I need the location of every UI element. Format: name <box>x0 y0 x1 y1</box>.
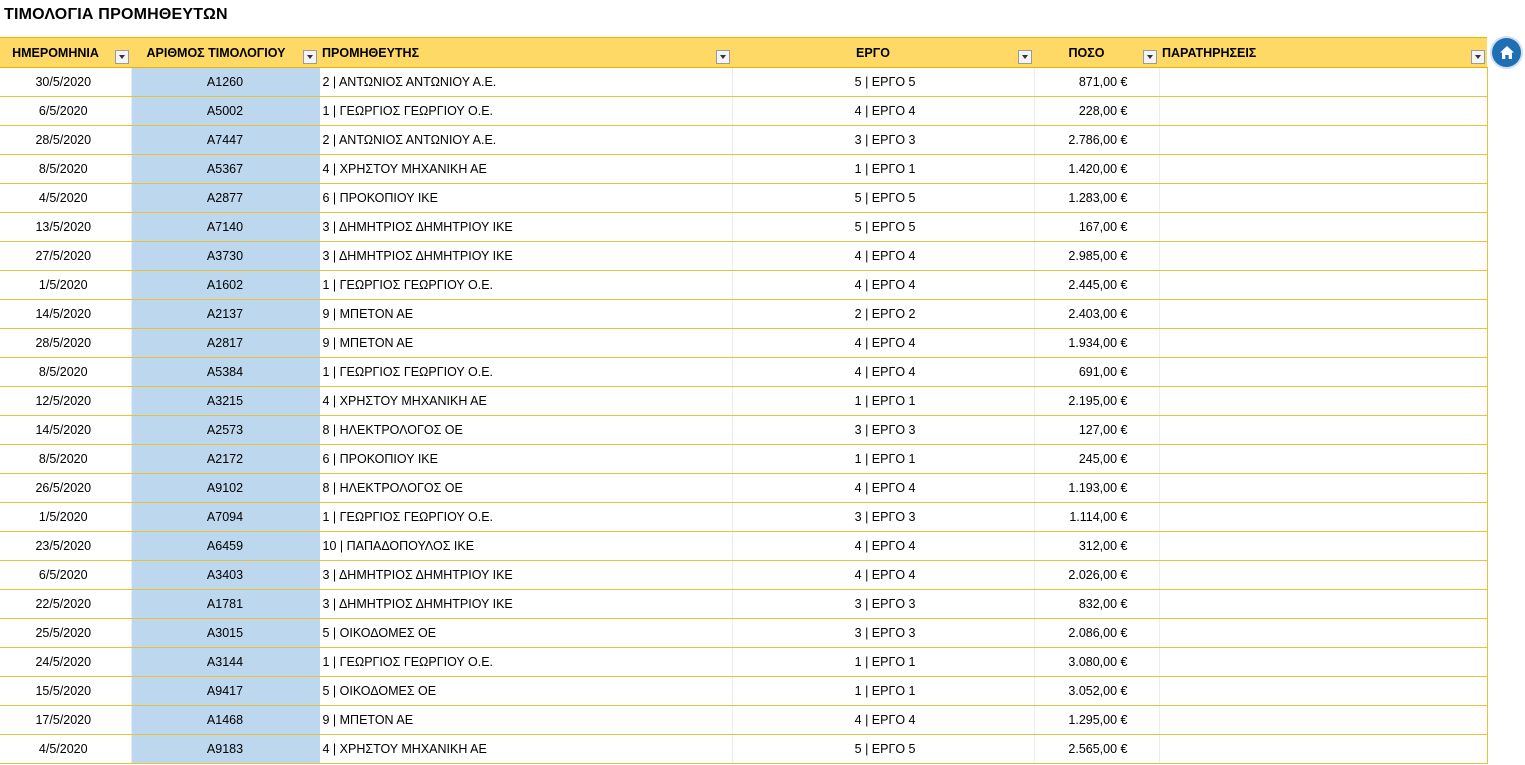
amount-cell[interactable]: 167,00 € <box>1034 213 1159 242</box>
supplier-cell[interactable]: 1 | ΓΕΩΡΓΙΟΣ ΓΕΩΡΓΙΟΥ Ο.Ε. <box>319 97 732 126</box>
project-cell[interactable]: 5 | ΕΡΓΟ 5 <box>732 184 1034 213</box>
amount-cell[interactable]: 2.445,00 € <box>1034 271 1159 300</box>
invoice-number-cell[interactable]: A1468 <box>131 706 319 735</box>
date-cell[interactable]: 6/5/2020 <box>0 561 131 590</box>
table-row <box>0 706 1487 735</box>
date-cell[interactable]: 14/5/2020 <box>0 300 131 329</box>
project-cell[interactable]: 3 | ΕΡΓΟ 3 <box>732 619 1034 648</box>
date-cell[interactable]: 8/5/2020 <box>0 445 131 474</box>
supplier-cell[interactable]: 3 | ΔΗΜΗΤΡΙΟΣ ΔΗΜΗΤΡΙΟΥ ΙΚΕ <box>319 561 732 590</box>
home-button[interactable] <box>1492 38 1521 67</box>
notes-cell[interactable] <box>1159 300 1487 329</box>
supplier-cell[interactable]: 3 | ΔΗΜΗΤΡΙΟΣ ΔΗΜΗΤΡΙΟΥ ΙΚΕ <box>319 213 732 242</box>
notes-cell[interactable] <box>1159 271 1487 300</box>
invoice-number-cell[interactable]: A2817 <box>131 329 319 358</box>
supplier-cell[interactable]: 8 | ΗΛΕΚΤΡΟΛΟΓΟΣ ΟΕ <box>319 474 732 503</box>
invoice-number-cell[interactable]: A7140 <box>131 213 319 242</box>
amount-cell[interactable]: 127,00 € <box>1034 416 1159 445</box>
invoice-number-cell[interactable]: A5384 <box>131 358 319 387</box>
column-header-project <box>732 38 1034 68</box>
date-cell[interactable]: 17/5/2020 <box>0 706 131 735</box>
notes-cell[interactable] <box>1159 155 1487 184</box>
notes-cell[interactable] <box>1159 329 1487 358</box>
invoice-number-cell[interactable]: A3730 <box>131 242 319 271</box>
invoice-number-cell[interactable]: A9102 <box>131 474 319 503</box>
project-cell[interactable]: 3 | ΕΡΓΟ 3 <box>732 416 1034 445</box>
notes-cell[interactable] <box>1159 503 1487 532</box>
project-cell[interactable]: 4 | ΕΡΓΟ 4 <box>732 358 1034 387</box>
table-row <box>0 387 1487 416</box>
date-cell[interactable]: 30/5/2020 <box>0 68 131 97</box>
supplier-cell[interactable]: 2 | ΑΝΤΩΝΙΟΣ ΑΝΤΩΝΙΟΥ Α.Ε. <box>319 126 732 155</box>
amount-cell[interactable]: 2.026,00 € <box>1034 561 1159 590</box>
notes-cell[interactable] <box>1159 706 1487 735</box>
date-cell[interactable]: 13/5/2020 <box>0 213 131 242</box>
filter-dropdown-button[interactable] <box>303 50 317 64</box>
table-row <box>0 300 1487 329</box>
project-cell[interactable]: 1 | ΕΡΓΟ 1 <box>732 445 1034 474</box>
project-cell[interactable]: 5 | ΕΡΓΟ 5 <box>732 213 1034 242</box>
date-cell[interactable]: 1/5/2020 <box>0 503 131 532</box>
project-cell[interactable]: 4 | ΕΡΓΟ 4 <box>732 242 1034 271</box>
table-body <box>0 68 1487 764</box>
amount-cell[interactable]: 2.403,00 € <box>1034 300 1159 329</box>
date-cell[interactable]: 23/5/2020 <box>0 532 131 561</box>
amount-cell[interactable]: 3.052,00 € <box>1034 677 1159 706</box>
notes-cell[interactable] <box>1159 735 1487 764</box>
table-row <box>0 474 1487 503</box>
project-cell[interactable]: 3 | ΕΡΓΟ 3 <box>732 590 1034 619</box>
table-header-row <box>0 38 1487 68</box>
notes-cell[interactable] <box>1159 532 1487 561</box>
invoice-number-cell[interactable]: A1602 <box>131 271 319 300</box>
date-cell[interactable]: 24/5/2020 <box>0 648 131 677</box>
project-cell[interactable]: 5 | ΕΡΓΟ 5 <box>732 68 1034 97</box>
invoice-number-cell[interactable]: A1260 <box>131 68 319 97</box>
table-row <box>0 735 1487 764</box>
notes-cell[interactable] <box>1159 648 1487 677</box>
table-row <box>0 561 1487 590</box>
chevron-down-icon <box>1475 55 1481 59</box>
date-cell[interactable]: 12/5/2020 <box>0 387 131 416</box>
amount-cell[interactable]: 3.080,00 € <box>1034 648 1159 677</box>
supplier-cell[interactable]: 10 | ΠΑΠΑΔΟΠΟΥΛΟΣ ΙΚΕ <box>319 532 732 561</box>
table-row <box>0 619 1487 648</box>
supplier-cell[interactable]: 4 | ΧΡΗΣΤΟΥ ΜΗΧΑΝΙΚΗ ΑΕ <box>319 735 732 764</box>
amount-cell[interactable]: 1.114,00 € <box>1034 503 1159 532</box>
amount-cell[interactable]: 871,00 € <box>1034 68 1159 97</box>
supplier-cell[interactable]: 6 | ΠΡΟΚΟΠΙΟΥ ΙΚΕ <box>319 184 732 213</box>
amount-cell[interactable]: 1.420,00 € <box>1034 155 1159 184</box>
date-cell[interactable]: 27/5/2020 <box>0 242 131 271</box>
supplier-cell[interactable]: 9 | ΜΠΕΤΟΝ ΑΕ <box>319 300 732 329</box>
notes-cell[interactable] <box>1159 590 1487 619</box>
chevron-down-icon <box>720 55 726 59</box>
date-cell[interactable]: 4/5/2020 <box>0 735 131 764</box>
invoice-number-cell[interactable]: A5367 <box>131 155 319 184</box>
date-cell[interactable]: 8/5/2020 <box>0 155 131 184</box>
project-cell[interactable]: 4 | ΕΡΓΟ 4 <box>732 271 1034 300</box>
table-row <box>0 213 1487 242</box>
supplier-cell[interactable]: 9 | ΜΠΕΤΟΝ ΑΕ <box>319 706 732 735</box>
supplier-cell[interactable]: 1 | ΓΕΩΡΓΙΟΣ ΓΕΩΡΓΙΟΥ Ο.Ε. <box>319 358 732 387</box>
amount-cell[interactable]: 228,00 € <box>1034 97 1159 126</box>
amount-cell[interactable]: 832,00 € <box>1034 590 1159 619</box>
invoice-number-cell[interactable]: A1781 <box>131 590 319 619</box>
supplier-cell[interactable]: 1 | ΓΕΩΡΓΙΟΣ ΓΕΩΡΓΙΟΥ Ο.Ε. <box>319 648 732 677</box>
supplier-cell[interactable]: 6 | ΠΡΟΚΟΠΙΟΥ ΙΚΕ <box>319 445 732 474</box>
invoice-number-cell[interactable]: A5002 <box>131 97 319 126</box>
chevron-down-icon <box>307 55 313 59</box>
invoices-table <box>0 37 1488 764</box>
invoice-number-cell[interactable]: A2137 <box>131 300 319 329</box>
project-cell[interactable]: 3 | ΕΡΓΟ 3 <box>732 503 1034 532</box>
date-cell[interactable]: 6/5/2020 <box>0 97 131 126</box>
notes-cell[interactable] <box>1159 387 1487 416</box>
amount-cell[interactable]: 2.786,00 € <box>1034 126 1159 155</box>
invoice-number-cell[interactable]: A2172 <box>131 445 319 474</box>
project-cell[interactable]: 1 | ΕΡΓΟ 1 <box>732 155 1034 184</box>
amount-cell[interactable]: 312,00 € <box>1034 532 1159 561</box>
notes-cell[interactable] <box>1159 474 1487 503</box>
date-cell[interactable]: 25/5/2020 <box>0 619 131 648</box>
notes-cell[interactable] <box>1159 97 1487 126</box>
home-icon <box>1499 45 1515 60</box>
project-cell[interactable]: 4 | ΕΡΓΟ 4 <box>732 561 1034 590</box>
invoice-number-cell[interactable]: A7094 <box>131 503 319 532</box>
column-header-label: ΠΟΣΟ <box>1068 46 1105 60</box>
amount-cell[interactable]: 2.086,00 € <box>1034 619 1159 648</box>
notes-cell[interactable] <box>1159 213 1487 242</box>
invoice-number-cell[interactable]: A6459 <box>131 532 319 561</box>
supplier-cell[interactable]: 4 | ΧΡΗΣΤΟΥ ΜΗΧΑΝΙΚΗ ΑΕ <box>319 155 732 184</box>
chevron-down-icon <box>1022 55 1028 59</box>
column-header-invoice-number <box>131 38 319 68</box>
table-row <box>0 503 1487 532</box>
table-row <box>0 68 1487 97</box>
invoice-number-cell[interactable]: A7447 <box>131 126 319 155</box>
notes-cell[interactable] <box>1159 445 1487 474</box>
project-cell[interactable]: 2 | ΕΡΓΟ 2 <box>732 300 1034 329</box>
project-cell[interactable]: 1 | ΕΡΓΟ 1 <box>732 387 1034 416</box>
table-row <box>0 416 1487 445</box>
amount-cell[interactable]: 1.283,00 € <box>1034 184 1159 213</box>
project-cell[interactable]: 4 | ΕΡΓΟ 4 <box>732 97 1034 126</box>
filter-dropdown-button[interactable] <box>115 50 129 64</box>
project-cell[interactable]: 4 | ΕΡΓΟ 4 <box>732 706 1034 735</box>
amount-cell[interactable]: 1.934,00 € <box>1034 329 1159 358</box>
amount-cell[interactable]: 245,00 € <box>1034 445 1159 474</box>
project-cell[interactable]: 4 | ΕΡΓΟ 4 <box>732 532 1034 561</box>
notes-cell[interactable] <box>1159 561 1487 590</box>
table-row <box>0 532 1487 561</box>
column-header-label: ΑΡΙΘΜΟΣ ΤΙΜΟΛΟΓΙΟΥ <box>146 46 286 60</box>
chevron-down-icon <box>119 55 125 59</box>
notes-cell[interactable] <box>1159 416 1487 445</box>
supplier-cell[interactable]: 5 | ΟΙΚΟΔΟΜΕΣ ΟΕ <box>319 677 732 706</box>
project-cell[interactable]: 3 | ΕΡΓΟ 3 <box>732 126 1034 155</box>
invoice-number-cell[interactable]: A3015 <box>131 619 319 648</box>
table-row <box>0 242 1487 271</box>
notes-cell[interactable] <box>1159 126 1487 155</box>
date-cell[interactable]: 28/5/2020 <box>0 126 131 155</box>
project-cell[interactable]: 1 | ΕΡΓΟ 1 <box>732 648 1034 677</box>
invoice-number-cell[interactable]: A9183 <box>131 735 319 764</box>
invoice-number-cell[interactable]: A3403 <box>131 561 319 590</box>
column-header-label: ΠΡΟΜΗΘΕΥΤΗΣ <box>322 46 420 60</box>
supplier-cell[interactable]: 8 | ΗΛΕΚΤΡΟΛΟΓΟΣ ΟΕ <box>319 416 732 445</box>
invoice-number-cell[interactable]: A2573 <box>131 416 319 445</box>
date-cell[interactable]: 14/5/2020 <box>0 416 131 445</box>
notes-cell[interactable] <box>1159 677 1487 706</box>
invoice-number-cell[interactable]: A3215 <box>131 387 319 416</box>
project-cell[interactable]: 1 | ΕΡΓΟ 1 <box>732 677 1034 706</box>
date-cell[interactable]: 22/5/2020 <box>0 590 131 619</box>
amount-cell[interactable]: 2.985,00 € <box>1034 242 1159 271</box>
table-row <box>0 590 1487 619</box>
column-header-date <box>0 38 131 68</box>
column-header-notes <box>1159 38 1487 68</box>
column-header-supplier <box>319 38 732 68</box>
table-row <box>0 677 1487 706</box>
date-cell[interactable]: 1/5/2020 <box>0 271 131 300</box>
supplier-cell[interactable]: 1 | ΓΕΩΡΓΙΟΣ ΓΕΩΡΓΙΟΥ Ο.Ε. <box>319 503 732 532</box>
invoice-number-cell[interactable]: A2877 <box>131 184 319 213</box>
supplier-cell[interactable]: 5 | ΟΙΚΟΔΟΜΕΣ ΟΕ <box>319 619 732 648</box>
table-row <box>0 126 1487 155</box>
chevron-down-icon <box>1147 55 1153 59</box>
project-cell[interactable]: 5 | ΕΡΓΟ 5 <box>732 735 1034 764</box>
supplier-cell[interactable]: 1 | ΓΕΩΡΓΙΟΣ ΓΕΩΡΓΙΟΥ Ο.Ε. <box>319 271 732 300</box>
date-cell[interactable]: 4/5/2020 <box>0 184 131 213</box>
project-cell[interactable]: 4 | ΕΡΓΟ 4 <box>732 474 1034 503</box>
notes-cell[interactable] <box>1159 242 1487 271</box>
notes-cell[interactable] <box>1159 619 1487 648</box>
date-cell[interactable]: 15/5/2020 <box>0 677 131 706</box>
filter-dropdown-button[interactable] <box>716 50 730 64</box>
filter-dropdown-button[interactable] <box>1471 50 1485 64</box>
project-cell[interactable]: 4 | ΕΡΓΟ 4 <box>732 329 1034 358</box>
table-row <box>0 329 1487 358</box>
date-cell[interactable]: 28/5/2020 <box>0 329 131 358</box>
table-row <box>0 271 1487 300</box>
amount-cell[interactable]: 2.565,00 € <box>1034 735 1159 764</box>
column-header-label: ΕΡΓΟ <box>856 46 890 60</box>
date-cell[interactable]: 8/5/2020 <box>0 358 131 387</box>
page-title: ΤΙΜΟΛΟΓΙΑ ΠΡΟΜΗΘΕΥΤΩΝ <box>4 6 228 23</box>
filter-dropdown-button[interactable] <box>1018 50 1032 64</box>
notes-cell[interactable] <box>1159 68 1487 97</box>
amount-cell[interactable]: 2.195,00 € <box>1034 387 1159 416</box>
table-row <box>0 358 1487 387</box>
supplier-cell[interactable]: 2 | ΑΝΤΩΝΙΟΣ ΑΝΤΩΝΙΟΥ Α.Ε. <box>319 68 732 97</box>
notes-cell[interactable] <box>1159 184 1487 213</box>
table-row <box>0 97 1487 126</box>
supplier-cell[interactable]: 3 | ΔΗΜΗΤΡΙΟΣ ΔΗΜΗΤΡΙΟΥ ΙΚΕ <box>319 242 732 271</box>
column-header-label: ΗΜΕΡΟΜΗΝΙΑ <box>12 46 99 60</box>
amount-cell[interactable]: 691,00 € <box>1034 358 1159 387</box>
supplier-cell[interactable]: 4 | ΧΡΗΣΤΟΥ ΜΗΧΑΝΙΚΗ ΑΕ <box>319 387 732 416</box>
date-cell[interactable]: 26/5/2020 <box>0 474 131 503</box>
table-row <box>0 648 1487 677</box>
column-header-amount <box>1034 38 1159 68</box>
supplier-cell[interactable]: 9 | ΜΠΕΤΟΝ ΑΕ <box>319 329 732 358</box>
amount-cell[interactable]: 1.295,00 € <box>1034 706 1159 735</box>
filter-dropdown-button[interactable] <box>1143 50 1157 64</box>
column-header-label: ΠΑΡΑΤΗΡΗΣΕΙΣ <box>1162 46 1257 60</box>
table-row <box>0 155 1487 184</box>
notes-cell[interactable] <box>1159 358 1487 387</box>
invoice-number-cell[interactable]: A3144 <box>131 648 319 677</box>
table-row <box>0 184 1487 213</box>
invoice-number-cell[interactable]: A9417 <box>131 677 319 706</box>
supplier-cell[interactable]: 3 | ΔΗΜΗΤΡΙΟΣ ΔΗΜΗΤΡΙΟΥ ΙΚΕ <box>319 590 732 619</box>
amount-cell[interactable]: 1.193,00 € <box>1034 474 1159 503</box>
table-row <box>0 445 1487 474</box>
